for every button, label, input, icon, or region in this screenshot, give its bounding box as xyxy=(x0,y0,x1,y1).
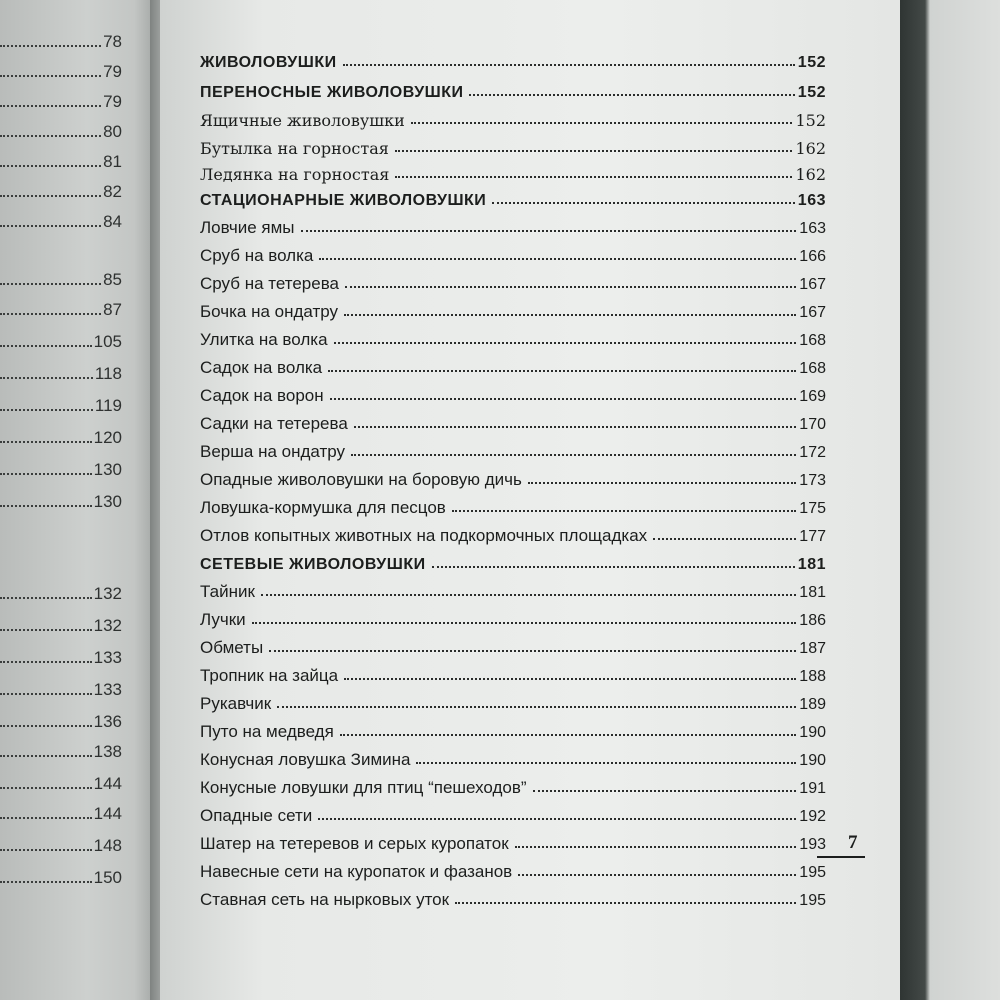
left-page-ref: 136 xyxy=(93,712,122,731)
toc-subsection-heading xyxy=(200,76,826,102)
toc-entry xyxy=(200,104,826,130)
toc-page-number: 195 xyxy=(799,864,826,881)
dot-leader xyxy=(653,538,796,540)
left-page xyxy=(0,0,158,1000)
toc-entry xyxy=(200,576,826,602)
left-page-ref: 85 xyxy=(103,270,122,289)
toc-entry xyxy=(200,436,826,462)
dot-leader xyxy=(319,258,796,260)
toc-entry xyxy=(200,800,826,826)
dot-leader xyxy=(0,725,92,727)
toc-page-number: 167 xyxy=(799,304,826,321)
toc-entry-title: Верша на ондатру xyxy=(200,442,346,461)
dot-leader xyxy=(0,135,101,137)
toc-page-number: 191 xyxy=(799,780,826,797)
toc-page-number: 168 xyxy=(799,360,826,377)
dot-leader xyxy=(0,377,93,379)
dot-leader xyxy=(0,283,101,285)
dot-leader xyxy=(318,818,796,820)
toc-entry-title: Сруб на тетерева xyxy=(200,274,339,293)
dot-leader xyxy=(518,874,796,876)
toc-entry-title: Навесные сети на куропаток и фазанов xyxy=(200,862,513,881)
toc-page-number: 162 xyxy=(795,165,826,184)
toc-page-number: 190 xyxy=(799,724,826,741)
left-page-ref: 84 xyxy=(103,212,122,231)
toc-entry-title: Тропник на зайца xyxy=(200,666,339,685)
dot-leader xyxy=(343,64,795,66)
toc-entry xyxy=(200,464,826,490)
left-toc-entry xyxy=(0,30,122,52)
toc-entry-title: Ставная сеть на нырковых уток xyxy=(200,890,450,909)
dot-leader xyxy=(0,693,92,695)
toc-entry-title: Лучки xyxy=(200,610,246,629)
toc-page-number: 192 xyxy=(799,808,826,825)
toc-section-heading xyxy=(200,46,826,72)
toc-entry xyxy=(200,744,826,770)
dot-leader xyxy=(301,230,797,232)
toc-entry xyxy=(200,492,826,518)
toc-entry xyxy=(200,158,826,184)
dot-leader xyxy=(0,225,101,227)
toc-page-number: 181 xyxy=(799,584,826,601)
toc-entry-title: Конусная ловушка Зимина xyxy=(200,750,411,769)
left-toc-entry xyxy=(0,120,122,142)
dot-leader xyxy=(452,510,796,512)
dot-leader xyxy=(345,286,796,288)
left-toc-entry xyxy=(0,582,122,604)
left-toc-entry xyxy=(0,268,122,290)
dot-leader xyxy=(533,790,797,792)
toc-entry-title: Садок на волка xyxy=(200,358,323,377)
toc-page-number: 193 xyxy=(799,836,826,853)
dot-leader xyxy=(0,409,93,411)
dot-leader xyxy=(340,734,797,736)
dot-leader xyxy=(252,622,797,624)
dot-leader xyxy=(416,762,796,764)
dot-leader xyxy=(528,482,796,484)
toc-page-number: 187 xyxy=(799,640,826,657)
toc-entry-title: Ловчие ямы xyxy=(200,218,295,237)
left-page-ref: 133 xyxy=(93,648,122,667)
toc-entry xyxy=(200,604,826,630)
left-toc-entry xyxy=(0,802,122,824)
toc-page-number: 181 xyxy=(797,556,826,573)
toc-page-number: 173 xyxy=(799,472,826,489)
toc-page-number: 175 xyxy=(799,500,826,517)
dot-leader xyxy=(0,75,101,77)
toc-page-number: 163 xyxy=(797,192,826,209)
dot-leader xyxy=(269,650,796,652)
toc-entry xyxy=(200,352,826,378)
left-page-ref: 118 xyxy=(94,364,122,383)
toc-page-number: 190 xyxy=(799,752,826,769)
toc-entry xyxy=(200,132,826,158)
toc-entry-title: Ловушка-кормушка для песцов xyxy=(200,498,446,517)
toc-entry-title: Рукавчик xyxy=(200,694,272,713)
toc-entry-title: СТАЦИОНАРНЫЕ ЖИВОЛОВУШКИ xyxy=(200,192,487,209)
toc-page-number: 152 xyxy=(797,84,826,101)
left-toc-entry xyxy=(0,646,122,668)
left-page-ref: 138 xyxy=(93,742,122,761)
toc-entry xyxy=(200,856,826,882)
dot-leader xyxy=(344,314,796,316)
dot-leader xyxy=(0,45,101,47)
toc-page-number: 186 xyxy=(799,612,826,629)
left-page-ref: 105 xyxy=(93,332,122,351)
toc-entry-title: СЕТЕВЫЕ ЖИВОЛОВУШКИ xyxy=(200,556,426,573)
page-edge xyxy=(900,0,1000,1000)
left-toc-entry xyxy=(0,426,122,448)
left-toc-entry xyxy=(0,90,122,112)
toc-entry xyxy=(200,632,826,658)
dot-leader xyxy=(0,195,101,197)
left-page-ref: 79 xyxy=(103,92,122,111)
toc-entry-title: Бутылка на горностая xyxy=(200,139,389,158)
left-toc-entry xyxy=(0,866,122,888)
dot-leader xyxy=(0,817,92,819)
dot-leader xyxy=(328,370,796,372)
toc-page-number: 188 xyxy=(799,668,826,685)
toc-page-number: 195 xyxy=(799,892,826,909)
dot-leader xyxy=(492,202,794,204)
left-toc-entry xyxy=(0,740,122,762)
dot-leader xyxy=(354,426,796,428)
folio-rule xyxy=(817,856,865,858)
toc-entry-title: Улитка на волка xyxy=(200,330,328,349)
left-page-ref: 150 xyxy=(93,868,122,887)
dot-leader xyxy=(0,849,92,851)
dot-leader xyxy=(411,122,793,124)
toc-page-number: 152 xyxy=(795,111,826,130)
dot-leader xyxy=(261,594,796,596)
left-toc-entry xyxy=(0,60,122,82)
dot-leader xyxy=(0,165,101,167)
toc-page-number: 172 xyxy=(799,444,826,461)
toc-subsection-heading xyxy=(200,548,826,574)
dot-leader xyxy=(277,706,796,708)
toc-page-number: 169 xyxy=(799,388,826,405)
toc-entry xyxy=(200,212,826,238)
dot-leader xyxy=(330,398,797,400)
left-page-ref: 130 xyxy=(93,492,122,511)
left-page-ref: 80 xyxy=(103,122,122,141)
toc-entry xyxy=(200,884,826,910)
dot-leader xyxy=(0,787,92,789)
toc-entry-title: Шатер на тетеревов и серых куропаток xyxy=(200,834,509,853)
left-toc-entry xyxy=(0,834,122,856)
dot-leader xyxy=(0,661,92,663)
toc-entry-title: ЖИВОЛОВУШКИ xyxy=(200,54,337,71)
left-toc-entry xyxy=(0,772,122,794)
toc-entry xyxy=(200,240,826,266)
toc-entry xyxy=(200,520,826,546)
left-page-ref: 87 xyxy=(103,300,122,319)
toc-page-number: 167 xyxy=(799,276,826,293)
left-toc-entry xyxy=(0,362,122,384)
toc-entry xyxy=(200,688,826,714)
toc-entry-title: Садки на тетерева xyxy=(200,414,348,433)
left-toc-entry xyxy=(0,330,122,352)
dot-leader xyxy=(334,342,797,344)
dot-leader xyxy=(0,597,92,599)
toc-entry-title: Отлов копытных животных на подкормочных площадках xyxy=(200,526,648,545)
dot-leader xyxy=(0,441,92,443)
toc-entry xyxy=(200,828,826,854)
left-toc-entry xyxy=(0,180,122,202)
left-page-ref: 144 xyxy=(93,804,122,823)
dot-leader xyxy=(469,94,794,96)
toc-entry-title: Обметы xyxy=(200,638,264,657)
left-toc-entry xyxy=(0,150,122,172)
toc-entry-title: ПЕРЕНОСНЫЕ ЖИВОЛОВУШКИ xyxy=(200,84,464,101)
left-toc-entry xyxy=(0,614,122,636)
left-toc-entry xyxy=(0,458,122,480)
toc-page-number: 170 xyxy=(799,416,826,433)
left-page-ref: 119 xyxy=(94,396,122,415)
toc-entry xyxy=(200,268,826,294)
left-page-ref: 81 xyxy=(103,152,122,171)
left-toc-entry xyxy=(0,678,122,700)
dot-leader xyxy=(0,473,92,475)
dot-leader xyxy=(0,755,92,757)
left-page-ref: 144 xyxy=(93,774,122,793)
toc-entry xyxy=(200,660,826,686)
toc-page-number: 177 xyxy=(799,528,826,545)
toc-entry-title: Бочка на ондатру xyxy=(200,302,339,321)
toc-entry xyxy=(200,408,826,434)
dot-leader xyxy=(0,345,92,347)
dot-leader xyxy=(0,629,92,631)
folio-page-number: 7 xyxy=(848,832,858,853)
dot-leader xyxy=(515,846,797,848)
toc-entry xyxy=(200,716,826,742)
left-toc-entry xyxy=(0,210,122,232)
left-page-ref: 148 xyxy=(93,836,122,855)
toc-entry-title: Ледянка на горностая xyxy=(200,165,390,184)
left-toc-entry xyxy=(0,710,122,732)
toc-entry xyxy=(200,324,826,350)
left-page-ref: 79 xyxy=(103,62,122,81)
left-toc-entry xyxy=(0,298,122,320)
toc-subsection-heading xyxy=(200,184,826,210)
left-page-ref: 78 xyxy=(103,32,122,51)
dot-leader xyxy=(455,902,796,904)
toc-entry-title: Сруб на волка xyxy=(200,246,314,265)
left-toc-entry xyxy=(0,394,122,416)
dot-leader xyxy=(0,881,92,883)
dot-leader xyxy=(0,105,101,107)
left-page-ref: 132 xyxy=(93,616,122,635)
left-page-ref: 132 xyxy=(93,584,122,603)
toc-page-number: 189 xyxy=(799,696,826,713)
toc-entry xyxy=(200,380,826,406)
toc-entry-title: Садок на ворон xyxy=(200,386,324,405)
dot-leader xyxy=(0,505,92,507)
toc-page-number: 162 xyxy=(795,139,826,158)
toc-entry-title: Путо на медведя xyxy=(200,722,334,741)
toc-entry-title: Опадные живоловушки на боровую дичь xyxy=(200,470,522,489)
toc-entry xyxy=(200,296,826,322)
toc-entry-title: Ящичные живоловушки xyxy=(200,111,405,130)
left-page-ref: 82 xyxy=(103,182,122,201)
dot-leader xyxy=(432,566,795,568)
dot-leader xyxy=(0,313,101,315)
left-page-ref: 130 xyxy=(93,460,122,479)
left-page-ref: 133 xyxy=(93,680,122,699)
left-toc-entry xyxy=(0,490,122,512)
toc-page-number: 163 xyxy=(799,220,826,237)
toc-entry-title: Тайник xyxy=(200,582,255,601)
dot-leader xyxy=(351,454,796,456)
dot-leader xyxy=(395,150,793,152)
toc-entry-title: Конусные ловушки для птиц “пешеходов” xyxy=(200,778,527,797)
toc-entry-title: Опадные сети xyxy=(200,806,313,825)
dot-leader xyxy=(344,678,796,680)
dot-leader xyxy=(395,176,792,178)
toc-entry xyxy=(200,772,826,798)
toc-page-number: 166 xyxy=(799,248,826,265)
toc-page-number: 168 xyxy=(799,332,826,349)
left-page-ref: 120 xyxy=(93,428,122,447)
toc-page-number: 152 xyxy=(797,54,826,71)
